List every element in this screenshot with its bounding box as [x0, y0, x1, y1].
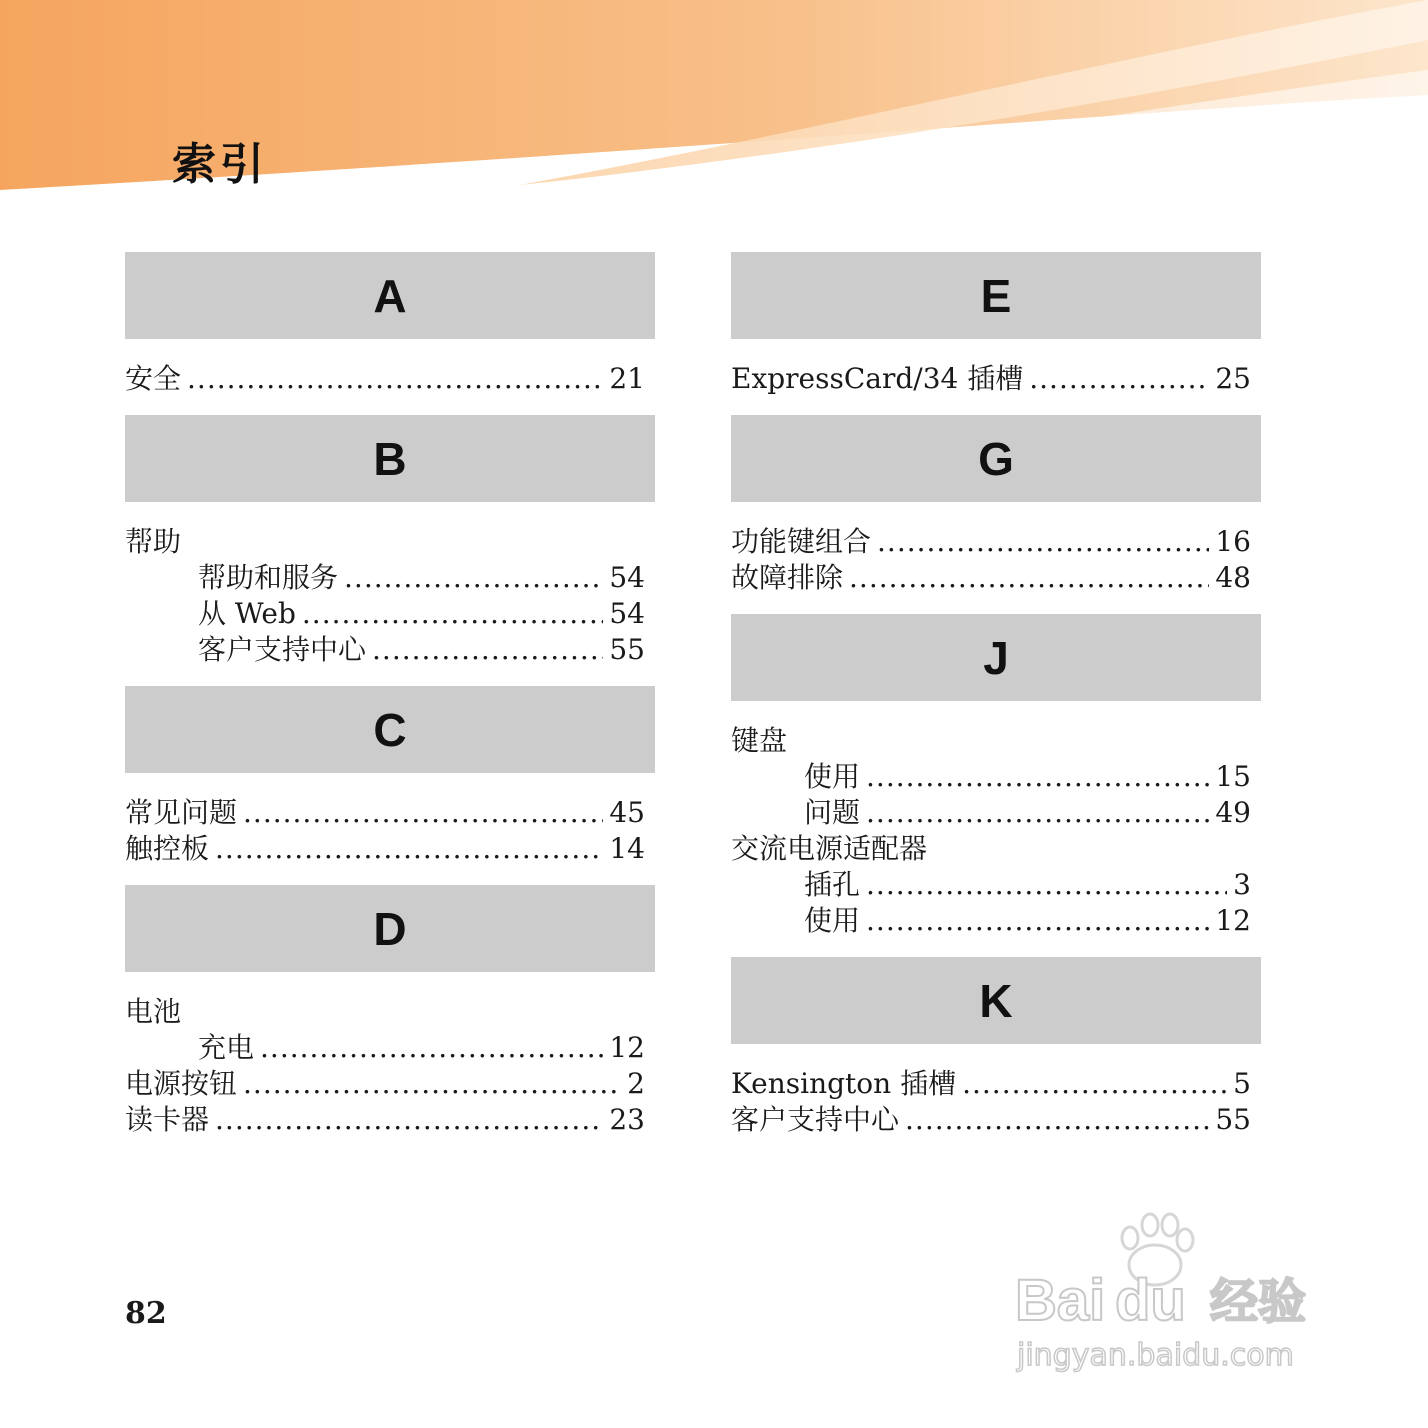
- index-entry-label: 客户支持中心: [731, 1103, 900, 1136]
- section-letter-header: A: [125, 252, 655, 339]
- dot-leader: [215, 831, 603, 867]
- section-letter-header: D: [125, 885, 655, 972]
- dot-leader: [866, 759, 1209, 795]
- svg-text:du: du: [1115, 1268, 1186, 1333]
- index-entry-list: [125, 773, 655, 867]
- index-entry-page: 3: [1233, 868, 1251, 901]
- index-entry-list: [731, 701, 1261, 939]
- index-entry-label: 帮助: [125, 525, 182, 558]
- section-letter-header: K: [731, 957, 1261, 1044]
- index-entry-label: 触控板: [125, 832, 210, 865]
- index-entry-label: 电池: [125, 995, 182, 1028]
- index-section-a: [125, 252, 655, 397]
- index-entry-list: [731, 502, 1261, 596]
- index-entry-page: 5: [1233, 1067, 1251, 1100]
- index-entry-label: 故障排除: [731, 561, 844, 594]
- index-entry: [731, 867, 1251, 903]
- index-entry-page: 55: [609, 633, 645, 666]
- index-entry-label: 读卡器: [125, 1103, 210, 1136]
- dot-leader: [243, 1066, 621, 1102]
- index-entry-page: 12: [609, 1031, 645, 1064]
- index-entry-label: 客户支持中心: [198, 633, 367, 666]
- section-letter-header: J: [731, 614, 1261, 701]
- index-entry: [125, 1030, 645, 1066]
- dot-leader: [260, 1030, 603, 1066]
- dot-leader: [877, 524, 1209, 560]
- index-entry-page: 14: [609, 832, 645, 865]
- index-entry-page: 49: [1215, 796, 1251, 829]
- index-entry: [731, 361, 1251, 397]
- index-entry: [125, 560, 645, 596]
- section-letter-header: E: [731, 252, 1261, 339]
- svg-text:经验: 经验: [1210, 1274, 1307, 1330]
- index-entry-label: 插孔: [804, 868, 861, 901]
- section-letter-header: B: [125, 415, 655, 502]
- section-letter-header: G: [731, 415, 1261, 502]
- index-entry-page: 12: [1215, 904, 1251, 937]
- index-entry-list: [731, 339, 1261, 397]
- index-entry: [125, 632, 645, 668]
- index-heading: [125, 994, 645, 1030]
- index-entry: [731, 524, 1251, 560]
- page-number: 82: [125, 1296, 167, 1331]
- index-entry-label: 安全: [125, 362, 182, 395]
- dot-leader: [187, 361, 603, 397]
- dot-leader: [962, 1066, 1227, 1102]
- dot-leader: [866, 795, 1209, 831]
- index-entry-label: 充电: [198, 1031, 255, 1064]
- dot-leader: [866, 903, 1209, 939]
- index-entry-list: [125, 972, 655, 1138]
- index-entry: [125, 795, 645, 831]
- dot-leader: [372, 632, 603, 668]
- index-section-g: [731, 415, 1261, 596]
- page-title: 索引: [172, 139, 268, 190]
- index-entry-page: 45: [609, 796, 645, 829]
- index-entry-page: 2: [627, 1067, 645, 1100]
- dot-leader: [866, 867, 1227, 903]
- index-entry: [731, 560, 1251, 596]
- index-entry: [731, 759, 1251, 795]
- index-heading: [731, 723, 1251, 759]
- index-section-b: [125, 415, 655, 668]
- index-section-d: [125, 885, 655, 1138]
- index-entry-page: 21: [609, 362, 645, 395]
- index-column-right: [731, 252, 1261, 1156]
- dot-leader: [243, 795, 603, 831]
- index-entry: [731, 795, 1251, 831]
- index-entry-label: 使用: [804, 904, 861, 937]
- index-entry: [125, 831, 645, 867]
- index-heading: [125, 524, 645, 560]
- index-section-c: [125, 686, 655, 867]
- index-entry: [731, 1102, 1251, 1138]
- index-entry-label: 电源按钮: [125, 1067, 238, 1100]
- index-entry: [125, 596, 645, 632]
- index-entry-list: [125, 502, 655, 668]
- dot-leader: [1029, 361, 1209, 397]
- dot-leader: [215, 1102, 603, 1138]
- index-entry-page: 23: [609, 1103, 645, 1136]
- index-entry: [125, 1102, 645, 1138]
- index-section-e: [731, 252, 1261, 397]
- index-entry-label: Kensington 插槽: [731, 1067, 957, 1100]
- index-entry-list: [731, 1044, 1261, 1138]
- index-entry: [731, 903, 1251, 939]
- index-entry-label: 从 Web: [198, 597, 296, 630]
- index-entry-label: 问题: [804, 796, 861, 829]
- index-section-j: [731, 614, 1261, 939]
- index-entry-page: 55: [1215, 1103, 1251, 1136]
- index-column-left: [125, 252, 655, 1156]
- index-entry-page: 54: [609, 561, 645, 594]
- index-entry-page: 25: [1215, 362, 1251, 395]
- index-entry-label: 键盘: [731, 724, 788, 757]
- index-heading: [731, 831, 1251, 867]
- index-entry-label: 帮助和服务: [198, 561, 339, 594]
- index-entry-label: 使用: [804, 760, 861, 793]
- dot-leader: [302, 596, 603, 632]
- index-entry-page: 16: [1215, 525, 1251, 558]
- index-entry-label: 常见问题: [125, 796, 238, 829]
- dot-leader: [849, 560, 1209, 596]
- index-entry-list: [125, 339, 655, 397]
- index-entry-page: 48: [1215, 561, 1251, 594]
- section-letter-header: C: [125, 686, 655, 773]
- index-section-k: [731, 957, 1261, 1138]
- svg-text:jingyan.baidu.com: jingyan.baidu.com: [1017, 1338, 1294, 1373]
- index-entry: [731, 1066, 1251, 1102]
- index-entry: [125, 1066, 645, 1102]
- index-entry-label: 功能键组合: [731, 525, 872, 558]
- index-entry-label: 交流电源适配器: [731, 832, 928, 865]
- dot-leader: [344, 560, 603, 596]
- index-entry-label: ExpressCard/34 插槽: [731, 362, 1024, 395]
- index-entry-page: 15: [1215, 760, 1251, 793]
- index-entry-page: 54: [609, 597, 645, 630]
- dot-leader: [905, 1102, 1209, 1138]
- index-entry: [125, 361, 645, 397]
- svg-text:Bai: Bai: [1015, 1268, 1106, 1333]
- baidu-jingyan-watermark-icon: [1005, 1210, 1355, 1380]
